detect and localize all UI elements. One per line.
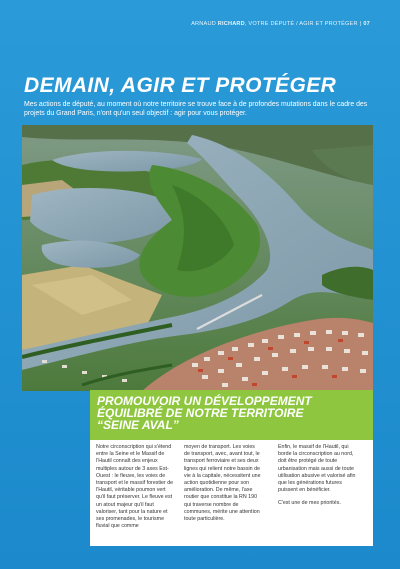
aerial-river-illustration [22, 125, 373, 391]
aerial-photo [22, 125, 373, 391]
subhead-line-2: ÉQUILIBRÉ DE NOTRE TERRITOIRE [97, 406, 304, 420]
intro-paragraph: Mes actions de député, au moment où notre territoire se trouve face à de profondes mutations dans le cadre des projets du Grand Paris, n'ont qu'un seul objectif : agir pour vous protéger. [24, 101, 368, 117]
author-last-name: RICHARD [217, 21, 245, 27]
section-subhead [97, 395, 367, 431]
text-column-2 [184, 444, 262, 529]
column-1-paragraph: Notre circonscription qui s'étend entre la Seine et le Massif de l'Hautil connaît des enjeux multiples autour de 3 axes Est-Ouest : le fleuve, les voies de transport et le massif forestier de l'Hautil, véritable poumon vert qu'il faut préserver. Le fleuve est un atout majeur qu'il faut valoriser, tant pour la nature et ses promenades, le tourisme fluvial que comme [96, 444, 174, 530]
column-2-paragraph: moyen de transport. Les voies de transport, avec, avant tout, le transport ferroviaire et ses deux lignes qui relient notre bassin de vie à la capitale, nécessitent une action quotidienne pour son amélioration. De même, l'axe routier que constitue la RN 190 qui traverse nombre de communes, mérite une attention toute particulière. [184, 444, 261, 523]
subhead-line-1: PROMOUVOIR UN DÉVELOPPEMENT [97, 394, 312, 408]
running-header [191, 21, 370, 27]
column-3-paragraph-2: C'est une de mes priorités. [278, 500, 341, 507]
text-column-3 [278, 444, 360, 514]
header-role: , VOTRE DÉPUTÉ / AGIR ET PROTÉGER [244, 21, 358, 27]
text-column-1 [96, 444, 174, 536]
subhead-line-3: “SEINE AVAL” [97, 418, 179, 432]
page-number: 07 [363, 21, 370, 27]
header-separator: | [359, 21, 362, 27]
column-3-paragraph-1: Enfin, le massif de l'Hautil, qui borde la circonscription au nord, doit être protégé de toute urbanisation mais aussi de toute utilisation abusive et valorisé afin que les générations futures puissent en bénéficier. [278, 444, 356, 494]
page-title: DEMAIN, AGIR ET PROTÉGER [24, 74, 337, 97]
author-first-name: ARNAUD [191, 21, 216, 27]
